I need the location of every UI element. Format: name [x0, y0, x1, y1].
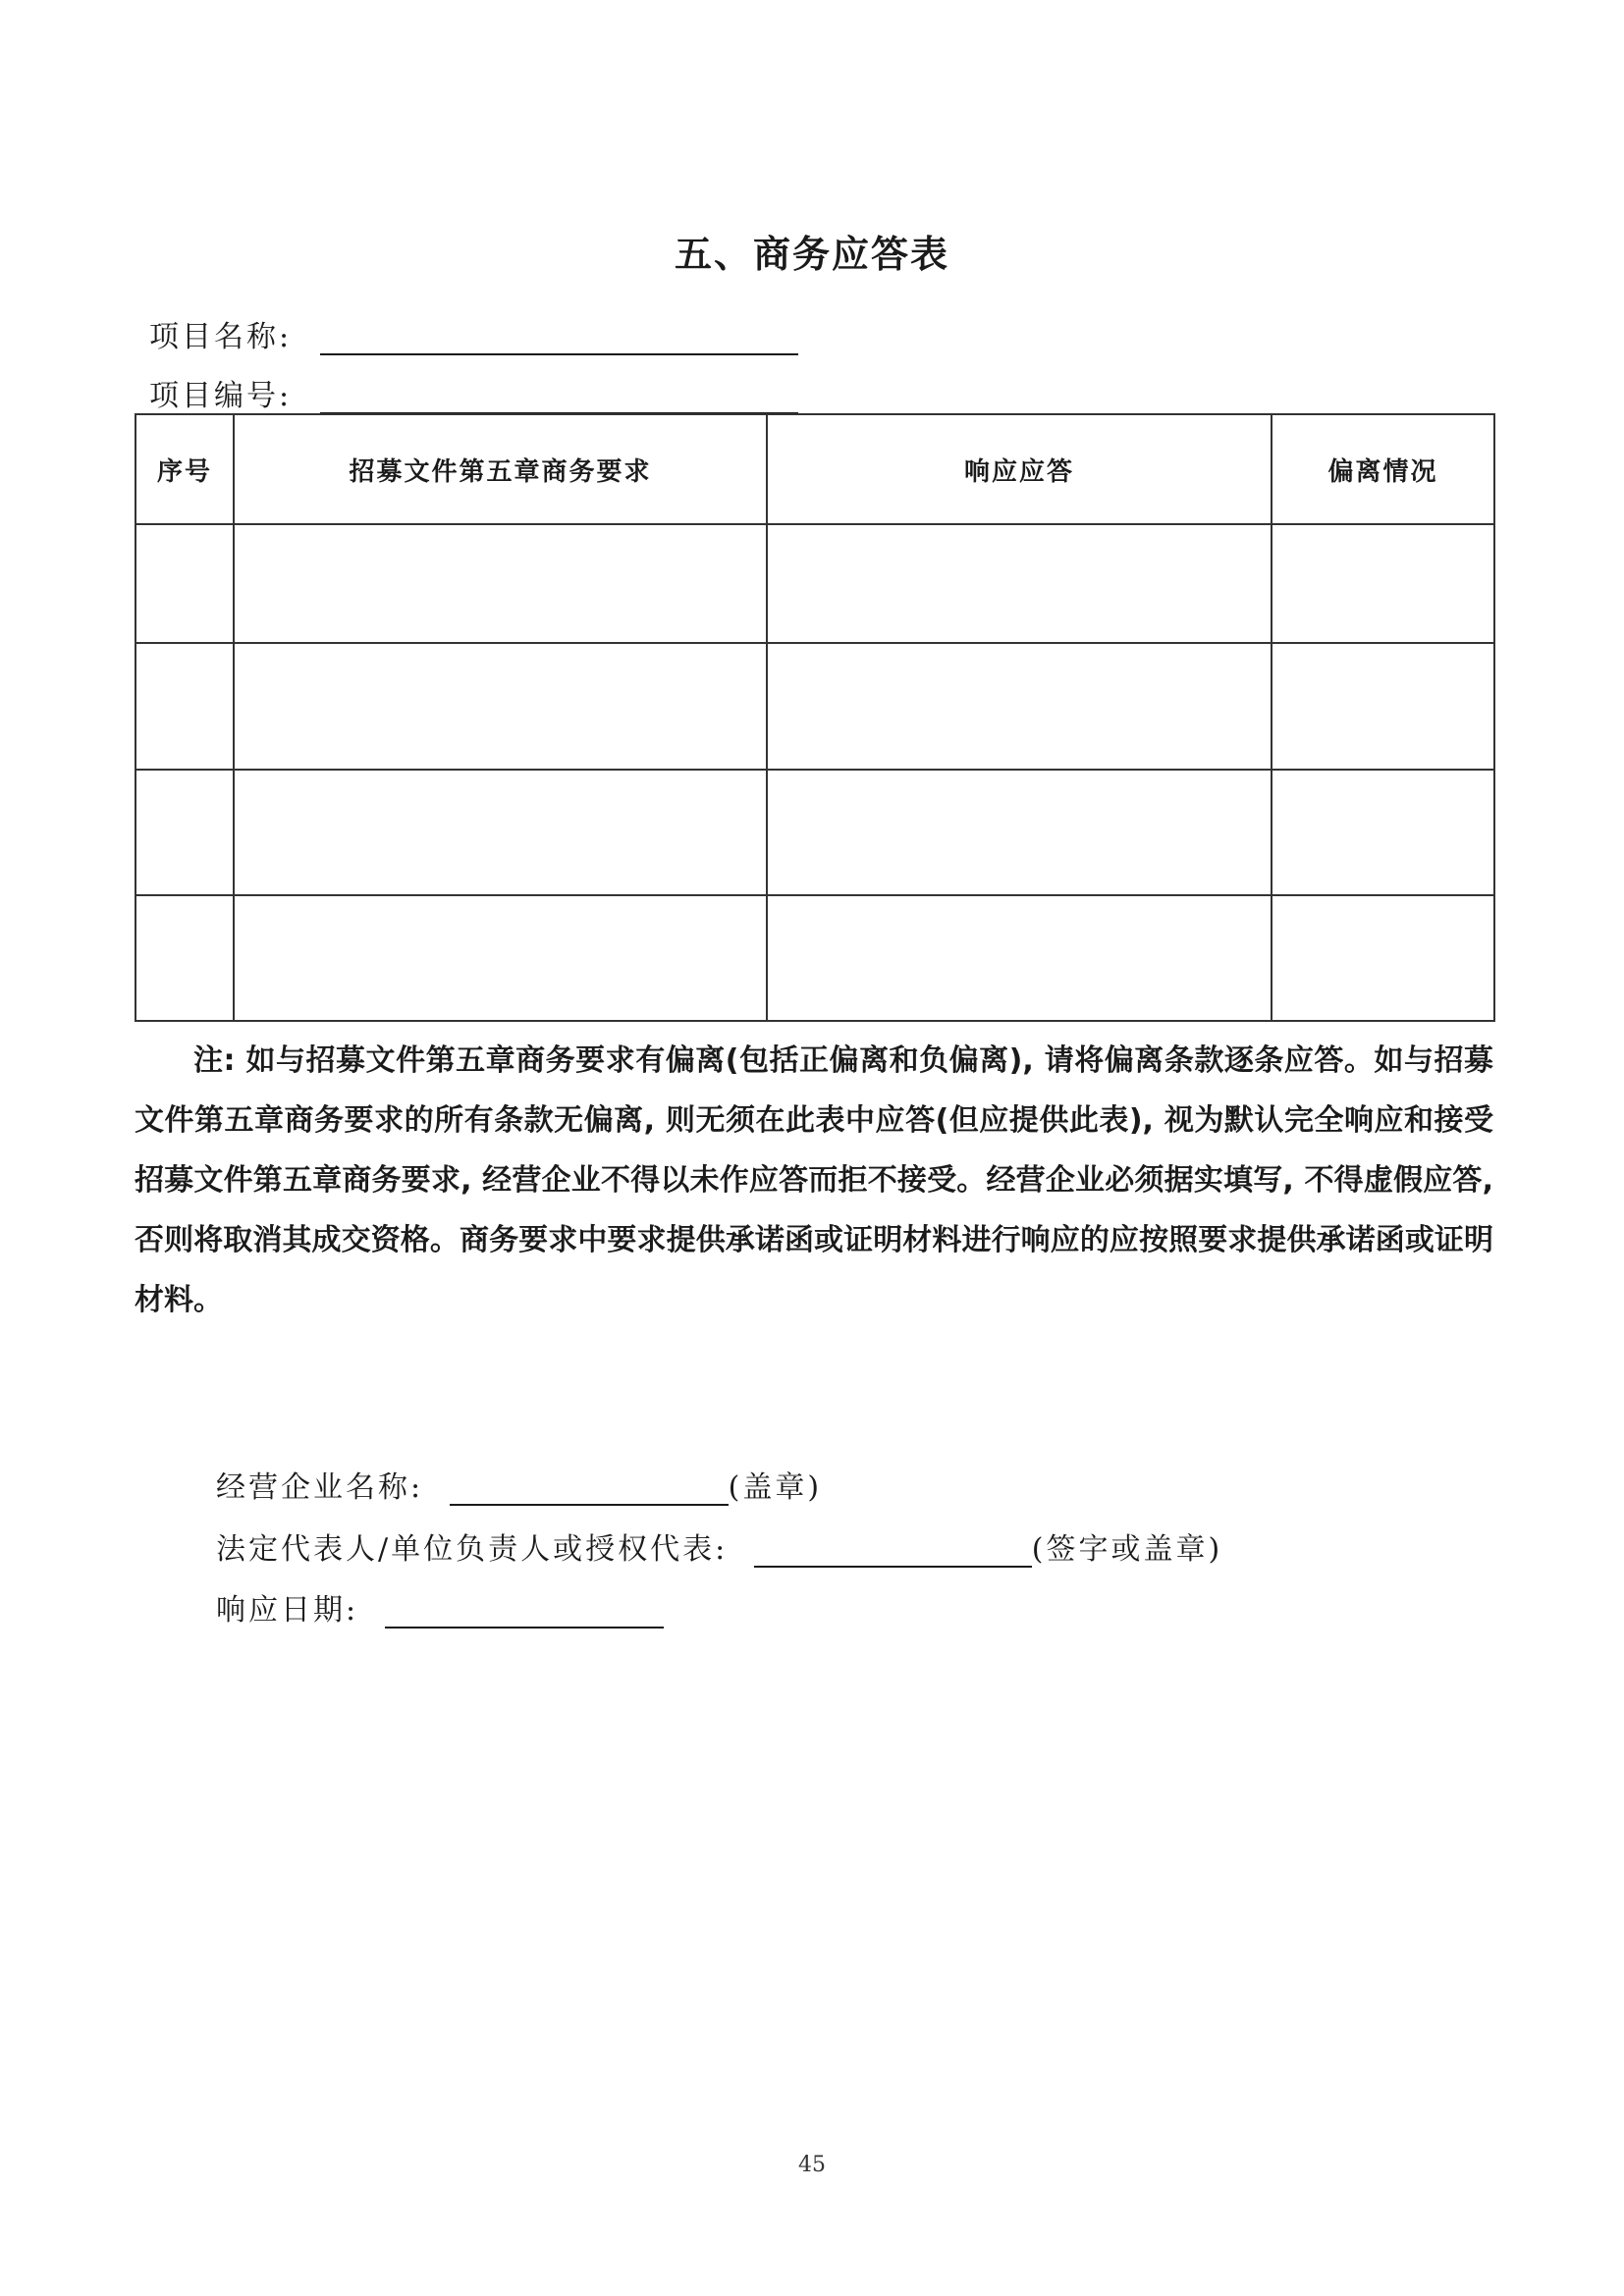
company-name-input[interactable]: [450, 1474, 729, 1506]
representative-label: 法定代表人/单位负责人或授权代表:: [216, 1532, 729, 1567]
company-name-label: 经营企业名称:: [216, 1470, 424, 1505]
table-row: [135, 643, 1494, 770]
table-cell[interactable]: [1272, 895, 1494, 1021]
representative-input[interactable]: [754, 1536, 1032, 1568]
table-cell[interactable]: [234, 770, 767, 895]
table-cell[interactable]: [1272, 643, 1494, 770]
note-paragraph: 注: 如与招募文件第五章商务要求有偏离(包括正偏离和负偏离), 请将偏离条款逐条应答。如与招募文件第五章商务要求的所有条款无偏离, 则无须在此表中应答(但应提供此表), 视为默认完全响应和接受招募文件第五章商务要求, 经营企业不得以未作应答而拒不接受。经营企业必须据实填写, 不得虚假应答, 否则将取消其成交资格。商务要求中要求提供承诺函或证明材料进行响应的应按照要求提供承诺函或证明材料。: [135, 1043, 1493, 1317]
table-cell[interactable]: [135, 770, 234, 895]
table-cell[interactable]: [234, 643, 767, 770]
table-cell[interactable]: [234, 895, 767, 1021]
page-title: 五、商务应答表: [674, 233, 949, 276]
representative-sign-suffix: (签字或盖章): [1031, 1532, 1223, 1567]
table-cell[interactable]: [767, 895, 1272, 1021]
table-cell[interactable]: [234, 524, 767, 643]
header-response: 响应应答: [767, 414, 1272, 524]
table-cell[interactable]: [767, 524, 1272, 643]
response-date-field: [216, 1585, 664, 1629]
project-number-field: [149, 371, 798, 414]
table-cell[interactable]: [135, 643, 234, 770]
response-date-label: 响应日期:: [216, 1593, 359, 1628]
project-name-field: [149, 312, 798, 355]
representative-field: [216, 1524, 1222, 1568]
response-date-input[interactable]: [385, 1597, 664, 1629]
table-cell[interactable]: [767, 643, 1272, 770]
table-cell[interactable]: [767, 770, 1272, 895]
project-name-input[interactable]: [320, 324, 798, 355]
table-header-row: [135, 414, 1494, 524]
table-row: [135, 770, 1494, 895]
table-cell[interactable]: [1272, 524, 1494, 643]
company-name-field: [216, 1463, 822, 1506]
business-response-table: [135, 413, 1495, 1022]
table-cell[interactable]: [1272, 770, 1494, 895]
page-number: 45: [798, 2153, 826, 2177]
table-row: [135, 895, 1494, 1021]
project-number-input[interactable]: [320, 383, 798, 414]
table-row: [135, 524, 1494, 643]
table-cell[interactable]: [135, 895, 234, 1021]
company-stamp-suffix: (盖章): [728, 1470, 823, 1505]
project-name-label: 项目名称:: [149, 320, 293, 354]
header-deviation: 偏离情况: [1272, 414, 1494, 524]
header-seq: 序号: [135, 414, 234, 524]
table-cell[interactable]: [135, 524, 234, 643]
project-number-label: 项目编号:: [149, 379, 293, 413]
header-requirement: 招募文件第五章商务要求: [234, 414, 767, 524]
